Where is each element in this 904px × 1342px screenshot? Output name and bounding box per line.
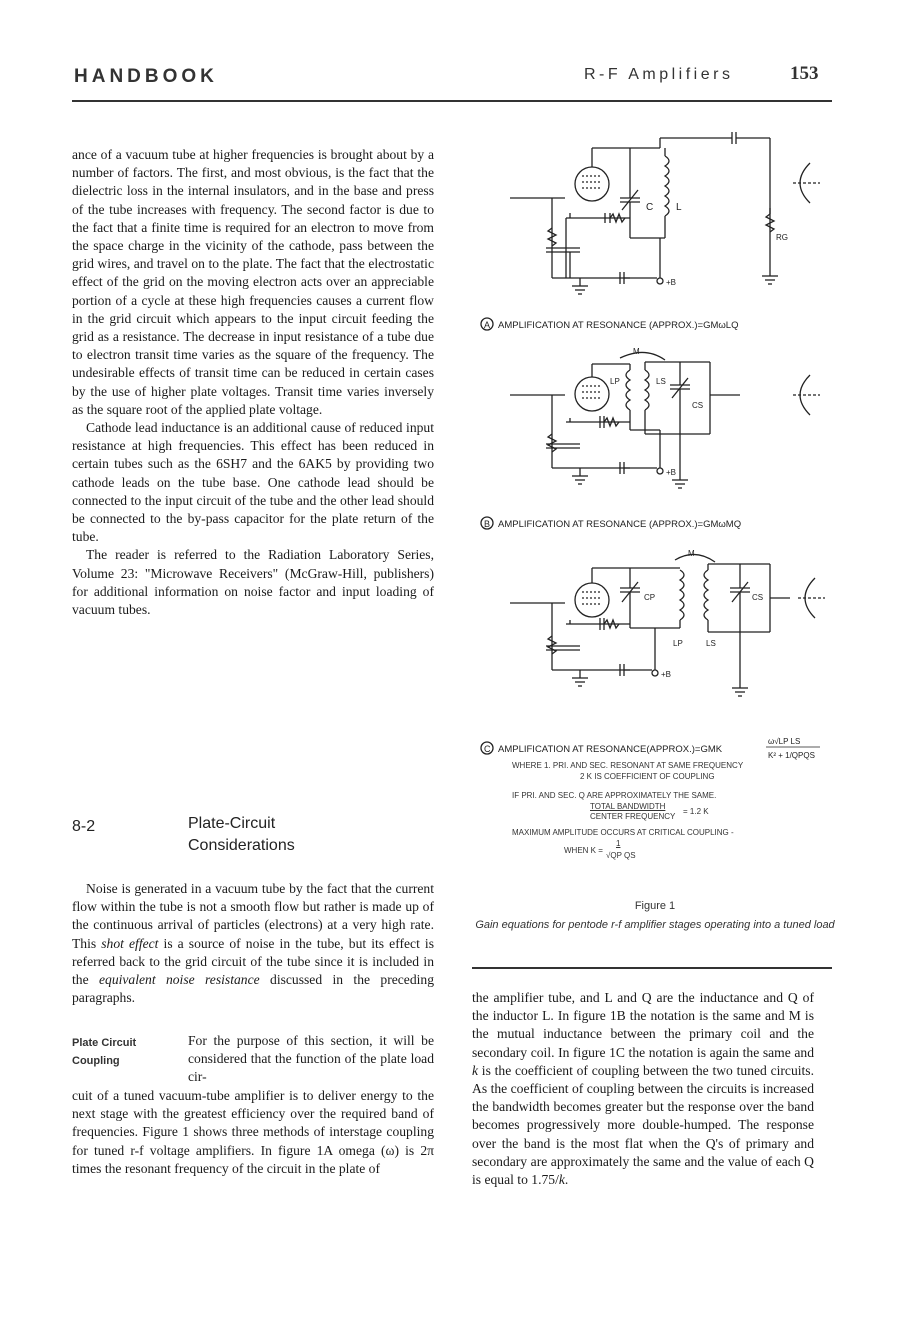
left-column-intro xyxy=(72,146,434,619)
figure-rule xyxy=(472,967,832,969)
note-5: MAXIMUM AMPLITUDE OCCURS AT CRITICAL COUPLING - xyxy=(512,828,734,837)
note-3: IF PRI. AND SEC. Q ARE APPROXIMATELY THE SAME. xyxy=(512,791,717,800)
side-heading-line2: Coupling xyxy=(72,1055,120,1067)
section-title xyxy=(188,813,295,857)
term-equivalent-noise-resistance: equivalent noise resistance xyxy=(98,972,260,988)
label-b-b: +B xyxy=(666,468,677,477)
side-heading-line1: Plate Circuit xyxy=(72,1037,137,1049)
note-6-num: 1 xyxy=(616,839,621,848)
paragraph-reference: The reader is referred to the Radiation Laboratory Series, Volume 23: "Microwave Receivers" (McGraw-Hill, publishers) for additional information on noise factor and input loading of vacuum tubes. xyxy=(72,547,434,618)
label-ls-c: LS xyxy=(706,639,716,648)
paragraph-notation: the amplifier tube, and L and Q are the inductance and Q of the inductor L. In figure 1B the notation is the same and M is the mutual inductance between the primary coil and the secondary coil. In figure 1C the notation is again the same and k is the coefficient of coupling between the two tuned circuits. As the coefficient of coupling between the circuits is increased the bandwidth becomes greater but the response over the band becomes progressively more double-humped. The response over the band is the most flat when the Q's of primary and secondary are approximately the same and the value of each Q is equal to 1.75/k. xyxy=(472,990,814,1188)
paragraph-transit-time: ance of a vacuum tube at higher frequencies is brought about by a number of factors. The first, and most obvious, is the fact that the dielectric loss in the internal insulators, and in the base and press of the tube increases with frequency. The second factor is due to the fact that a finite time is required for an electron to move from the space charge in the vicinity of the cathode, pass between the grid wires, and travel on to the plate. The fact that the electrostatic effect of the grid on the moving electron acts over an appreciable portion of a cycle at these high frequencies causes a current flow in the grid circuit which appears to the input circuit feeding the grid as a resistance. The decrease in input resistance of a tube due to electron transit time varies as the square of the frequency. The undesirable effects of transit time can be reduced in certain cases by the use of higher plate voltages. Transit time varies inversely as the square root of the applied plate voltage. xyxy=(72,147,434,417)
label-cs-c: CS xyxy=(752,593,764,602)
caption-c: AMPLIFICATION AT RESONANCE(APPROX.)=GMK xyxy=(498,744,723,755)
circuit-b xyxy=(510,347,820,488)
figure-caption: Gain equations for pentode r-f amplifier stages operating into a tuned load xyxy=(475,919,835,931)
label-l: L xyxy=(676,202,682,213)
label-cp-c: CP xyxy=(644,593,656,602)
section-number: 8-2 xyxy=(72,818,96,835)
note-6-pre: WHEN K = xyxy=(564,846,603,855)
label-rg: RG xyxy=(776,233,788,242)
label-lp-b: LP xyxy=(610,377,620,386)
label-a: A xyxy=(484,320,491,330)
circuit-c xyxy=(510,549,825,696)
section-title-line2: Considerations xyxy=(188,837,295,854)
paragraph-cathode-lead: Cathode lead inductance is an additional cause of reduced input resistance at high frequencies. This effect has been reduced in certain tubes such as the 6SH7 and the 6AK5 by providing two cathode leads on the tube base. One cathode lead should be connected to the input circuit of the tube and the other lead should be connected to the by-pass capacitor for the plate return of the tube. xyxy=(72,420,434,545)
label-ls-b: LS xyxy=(656,377,666,386)
label-b-c: +B xyxy=(661,670,672,679)
paragraph-coupling-start: For the purpose of this section, it will be considered that the function of the plate load cir- xyxy=(188,1033,434,1085)
symbol-k-2: k xyxy=(558,1172,565,1188)
note-2: 2 K IS COEFFICIENT OF COUPLING xyxy=(580,772,715,781)
section-title-line1: Plate-Circuit xyxy=(188,815,276,832)
tube-symbol-a xyxy=(575,167,609,201)
label-m-c: M xyxy=(688,549,695,558)
caption-b: AMPLIFICATION AT RESONANCE (APPROX.)=GMωMQ xyxy=(498,519,742,530)
header-rule xyxy=(72,100,832,102)
note-4-num: TOTAL BANDWIDTH xyxy=(590,802,666,811)
term-shot-effect: shot effect xyxy=(101,935,159,951)
caption-c-num: ω√LP LS xyxy=(768,737,801,746)
label-cs-b: CS xyxy=(692,401,704,410)
symbol-k: k xyxy=(472,1062,479,1078)
page-number: 153 xyxy=(790,63,819,84)
note-4-val: = 1.2 K xyxy=(683,807,709,816)
tube-symbol-b xyxy=(575,377,609,411)
paragraph-noise: Noise is generated in a vacuum tube by the fact that the current flow within the tube is not a smooth flow but rather is made up of the continuous arrival of particles (electrons) at a very high rate. This shot effect is a source of noise in the tube, but its effect is referred back to the grid circuit of the tube since it is included in the equivalent noise resistance discussed in the preceding paragraphs. xyxy=(72,881,435,1006)
figure-title: Figure 1 xyxy=(634,900,676,912)
circuit-a xyxy=(510,132,820,294)
note-1: WHERE 1. PRI. AND SEC. RESONANT AT SAME FREQUENCY xyxy=(512,761,744,770)
running-head-left: HANDBOOK xyxy=(74,66,218,87)
label-c-letter: C xyxy=(484,744,491,754)
label-c: C xyxy=(646,202,654,213)
note-4-den: CENTER FREQUENCY xyxy=(590,812,676,821)
label-m-b: M xyxy=(633,347,640,356)
figure-circuits xyxy=(470,118,840,948)
note-6-den: √QP QS xyxy=(606,851,636,860)
caption-a: AMPLIFICATION AT RESONANCE (APPROX.)=GMωLQ xyxy=(498,320,739,331)
tube-symbol-c xyxy=(575,583,609,617)
label-lp-c: LP xyxy=(673,639,683,648)
caption-c-den: K² + 1/QPQS xyxy=(768,751,815,760)
label-b: B xyxy=(484,519,491,529)
running-head-right: R-F Amplifiers xyxy=(584,66,734,83)
right-column-text xyxy=(472,989,814,1189)
side-heading xyxy=(72,1034,136,1070)
label-b-a: +B xyxy=(666,278,677,287)
left-column-noise xyxy=(72,880,434,1007)
paragraph-coupling-rest: cuit of a tuned vacuum-tube amplifier is to deliver energy to the next stage with the greatest efficiency over the required band of frequencies. Figure 1 shows three methods of interstage coupling for tuned r-f voltage amplifiers. In figure 1A omega (ω) is 2π times the resonant frequency of the circuit in the plate of xyxy=(72,1088,434,1176)
